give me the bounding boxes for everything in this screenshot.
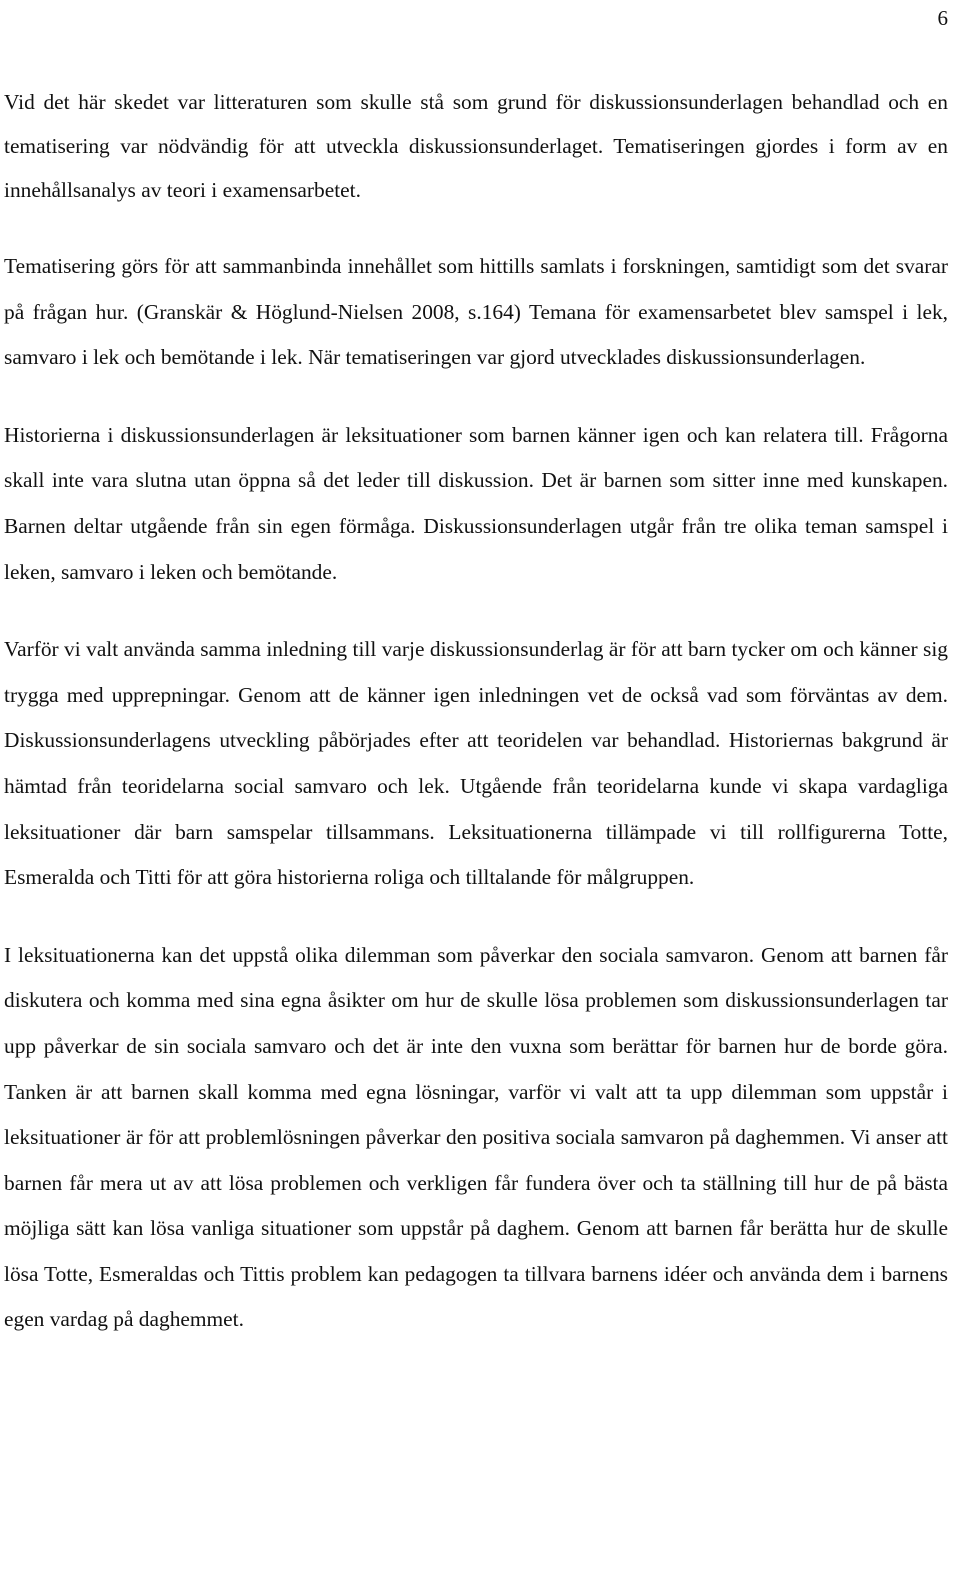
paragraph-4: Varför vi valt använda samma inledning till varje diskussionsunderlag är för att barn tycker om och känner sig trygga med upprepningar. Genom att de känner igen inledningen vet de också vad som förväntas av dem. Diskussionsunderlagens utveckling påbörjades efter att teoridelen var behandlad. Historiernas bakgrund är hämtad från teoridelarna social samvaro och lek. Utgående från teoridelarna kunde vi skapa vardagliga leksituationer där barn samspelar tillsammans. Leksituationerna tillämpade vi till rollfigurerna Totte, Esmeralda och Titti för att göra historierna roliga och tilltalande för målgruppen. (4, 637, 948, 890)
paragraph-1: Vid det här skedet var litteraturen som skulle stå som grund för diskussionsunderlagen behandlad och en tematisering var nödvändig för att utveckla diskussionsunderlaget. Tematiseringen gjordes i form av en innehållsanalys av teori i examensarbetet. (4, 90, 948, 202)
paragraph-3: Historierna i diskussionsunderlagen är leksituationer som barnen känner igen och kan relatera till. Frågorna skall inte vara slutna utan öppna så det leder till diskussion. Det är barnen som sitter inne med kunskapen. Barnen deltar utgående från sin egen förmåga. Diskussionsunderlagen utgår från tre olika teman samspel i leken, samvaro i leken och bemötande. (4, 422, 948, 584)
document-body (4, 80, 948, 1343)
paragraph-5: I leksituationerna kan det uppstå olika dilemman som påverkar den sociala samvaron. Genom att barnen får diskutera och komma med sina egna åsikter om hur de skulle lösa problemen som diskussionsunderlagen tar upp påverkar de sin sociala samvaro och det är inte den vuxna som berättar för barnen hur de borde göra. Tanken är att barnen skall komma med egna lösningar, varför vi valt att ta upp dilemman som uppstår i leksituationer är för att problemlösningen påverkar den positiva sociala samvaron på daghemmen. Vi anser att barnen får mera ut av att lösa problemen och verkligen får fundera över och ta ställning till hur de på bästa möjliga sätt kan lösa vanliga situationer som uppstår på daghem. Genom att barnen får berätta hur de skulle lösa Totte, Esmeraldas och Tittis problem kan pedagogen ta tillvara barnens idéer och använda dem i barnens egen vardag på daghemmet. (4, 942, 948, 1332)
paragraph-2: Tematisering görs för att sammanbinda innehållet som hittills samlats i forskningen, samtidigt som det svarar på frågan hur. (Granskär & Höglund-Nielsen 2008, s.164) Temana för examensarbetet blev samspel i lek, samvaro i lek och bemötande i lek. När tematiseringen var gjord utvecklades diskussionsunderlagen. (4, 254, 948, 370)
page-number: 6 (937, 6, 948, 30)
